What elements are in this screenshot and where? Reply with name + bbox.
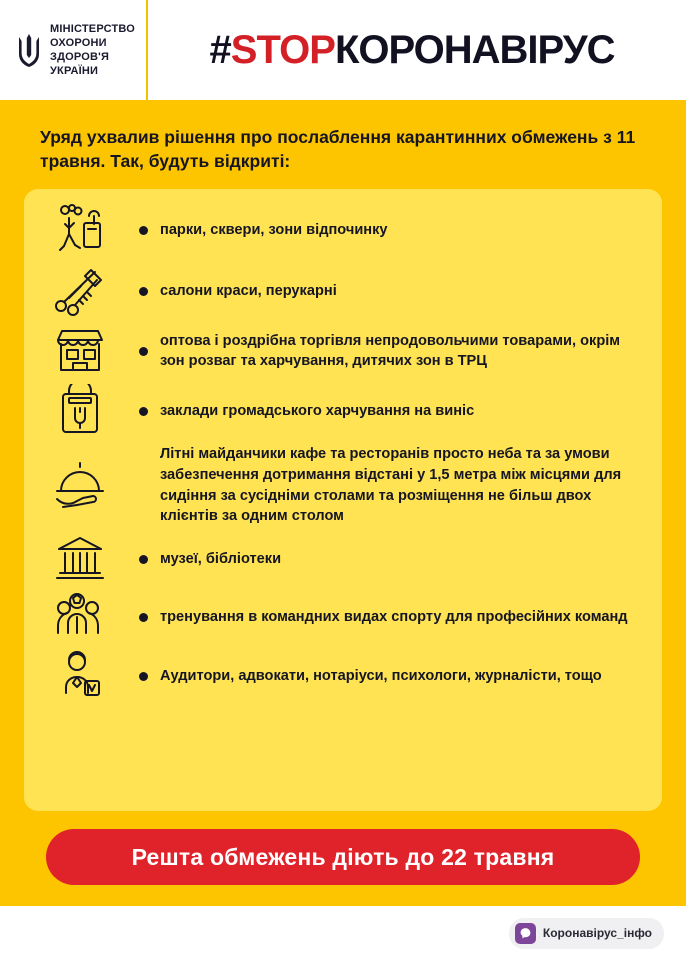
list-item <box>34 261 648 321</box>
list-item-text: музеї, бібліотеки <box>160 550 282 567</box>
items-card <box>24 189 662 811</box>
list-item <box>34 588 648 646</box>
park-bench-icon <box>34 202 126 258</box>
bullet <box>126 555 160 564</box>
bullet <box>126 407 160 416</box>
hashtag-corona: КОРОНАВІРУС <box>334 27 615 72</box>
museum-building-icon <box>34 533 126 585</box>
team-sport-icon <box>34 591 126 643</box>
professional-person-icon <box>34 649 126 703</box>
bullet <box>126 613 160 622</box>
bullet <box>126 287 160 296</box>
list-item-text: салони краси, перукарні <box>160 282 337 299</box>
scissors-comb-icon <box>34 264 126 318</box>
bullet <box>126 347 160 356</box>
banner-text: Решта обмежень діють до 22 травня <box>131 843 555 870</box>
ministry-logo-block <box>0 0 148 100</box>
bullet <box>126 481 160 490</box>
ukraine-trident-icon <box>16 33 42 67</box>
list-item-text: Аудитори, адвокати, нотаріуси, психологи, журналісти, тощо <box>160 667 602 684</box>
viber-channel-label: Коронавірус_інфо <box>542 926 652 940</box>
bullet <box>126 672 160 681</box>
list-item-text: оптова і роздрібна торгівля непродовольчими товарами, окрім зон розваг та харчування, дитячих зон в ТРЦ <box>160 332 621 370</box>
footer <box>0 906 686 960</box>
list-item <box>34 381 648 441</box>
viber-channel-chip[interactable] <box>509 918 664 949</box>
hashtag-symbol: # <box>209 27 231 72</box>
hashtag-stop: STOP <box>230 27 335 72</box>
list-item-text: тренування в командних видах спорту для професійних команд <box>160 608 628 625</box>
list-item-text: заклади громадського харчування на виніс <box>160 402 475 419</box>
main-content <box>0 100 686 960</box>
takeaway-bag-icon <box>34 384 126 438</box>
restrictions-banner <box>46 829 640 885</box>
list-item-text: Літні майданчики кафе та ресторанів просто неба та за умови забезпечення дотримання відстані у 1,5 метра між місцями для сидіння за сусідніми столами та розміщення не більш двох клієнтів за одним столом <box>160 446 622 525</box>
header <box>0 0 686 100</box>
bullet <box>126 226 160 235</box>
lead-paragraph: Уряд ухвалив рішення про послаблення карантинних обмежень з 11 травня. Так, будуть відкриті: <box>40 127 636 171</box>
list-item <box>34 646 648 706</box>
viber-icon <box>515 923 536 944</box>
list-item <box>34 199 648 261</box>
list-item <box>34 321 648 381</box>
list-item <box>34 530 648 588</box>
hashtag-block <box>148 28 686 73</box>
ministry-name: МІНІСТЕРСТВО ОХОРОНИ ЗДОРОВ'Я УКРАЇНИ <box>50 22 136 78</box>
shop-storefront-icon <box>34 324 126 378</box>
list-item-text: парки, сквери, зони відпочинку <box>160 221 388 238</box>
list-item <box>34 441 648 530</box>
serving-tray-icon <box>34 457 126 515</box>
